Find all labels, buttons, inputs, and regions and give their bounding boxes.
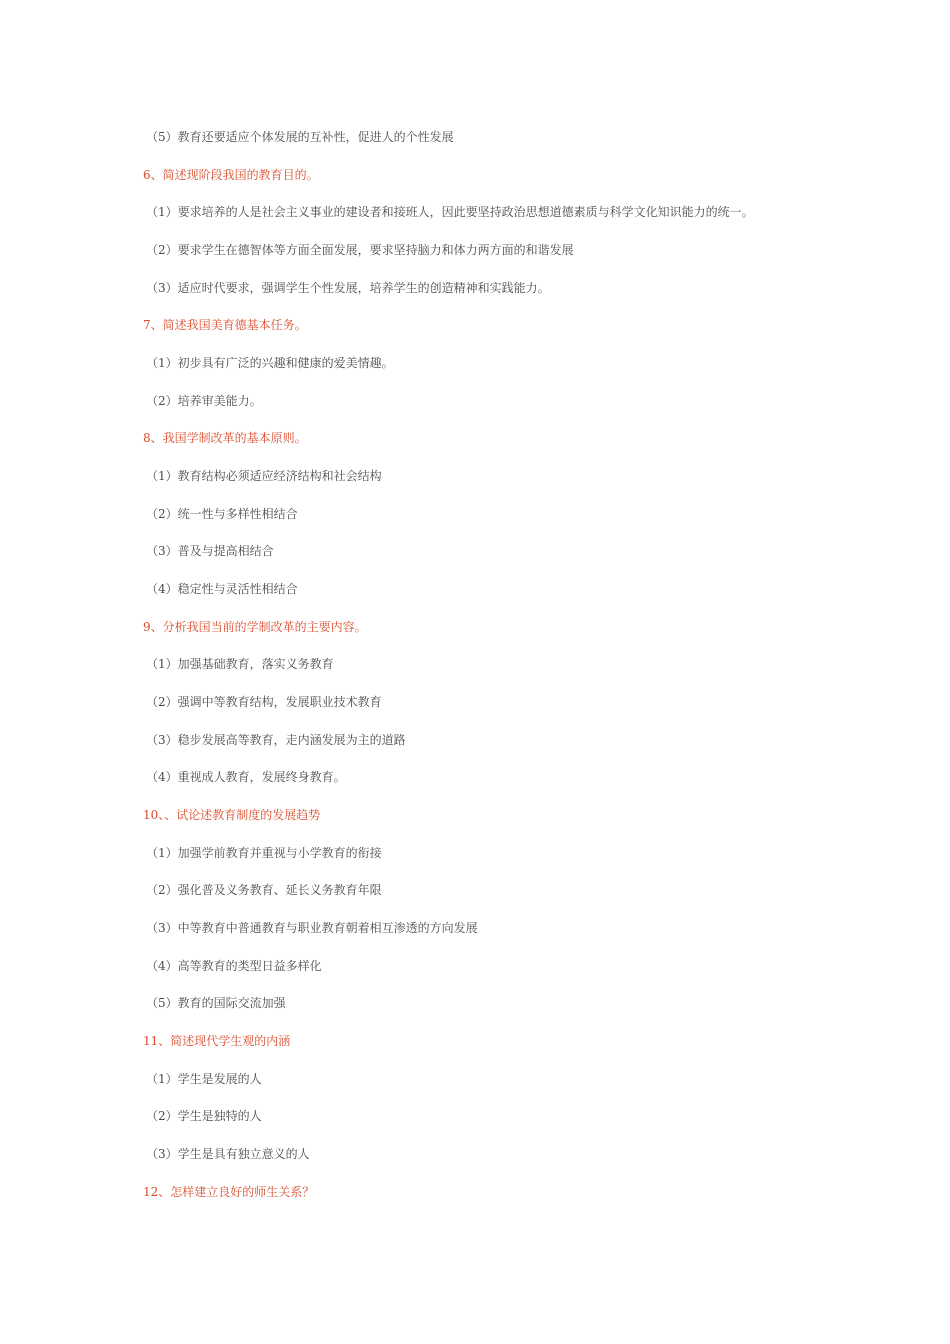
list-item: （4）稳定性与灵活性相结合 [146, 582, 298, 596]
list-item: （5）教育还要适应个体发展的互补性，促进人的个性发展 [146, 130, 454, 144]
list-item: （1）教育结构必须适应经济结构和社会结构 [146, 469, 382, 483]
list-item: （2）学生是独特的人 [146, 1109, 262, 1123]
list-item: （2）统一性与多样性相结合 [146, 507, 298, 521]
list-item: （2）培养审美能力。 [146, 394, 262, 408]
section-heading: 8、我国学制改革的基本原则。 [143, 431, 307, 445]
section-heading: 9、分析我国当前的学制改革的主要内容。 [143, 620, 367, 634]
list-item: （4）高等教育的类型日益多样化 [146, 959, 322, 973]
list-item: （2）强调中等教育结构，发展职业技术教育 [146, 695, 382, 709]
list-item: （5）教育的国际交流加强 [146, 996, 286, 1010]
list-item: （1）加强基础教育，落实义务教育 [146, 657, 334, 671]
section-heading: 12、怎样建立良好的师生关系？ [143, 1185, 315, 1199]
list-item: （3）适应时代要求，强调学生个性发展，培养学生的创造精神和实践能力。 [146, 281, 550, 295]
list-item: （1）初步具有广泛的兴趣和健康的爱美情趣。 [146, 356, 394, 370]
list-item: （4）重视成人教育，发展终身教育。 [146, 770, 346, 784]
list-item: （2）强化普及义务教育、延长义务教育年限 [146, 883, 382, 897]
section-heading: 7、简述我国美育德基本任务。 [143, 318, 307, 332]
list-item: （3）学生是具有独立意义的人 [146, 1147, 310, 1161]
list-item: （2）要求学生在德智体等方面全面发展，要求坚持脑力和体力两方面的和谐发展 [146, 243, 574, 257]
list-item: （3）中等教育中普通教育与职业教育朝着相互渗透的方向发展 [146, 921, 478, 935]
list-item: （3）普及与提高相结合 [146, 544, 274, 558]
list-item: （1）学生是发展的人 [146, 1072, 262, 1086]
list-item: （1）加强学前教育并重视与小学教育的衔接 [146, 846, 382, 860]
section-heading: 6、简述现阶段我国的教育目的。 [143, 168, 319, 182]
section-heading: 10、、试论述教育制度的发展趋势 [143, 808, 321, 822]
list-item: （3）稳步发展高等教育，走内涵发展为主的道路 [146, 733, 406, 747]
list-item: （1）要求培养的人是社会主义事业的建设者和接班人，因此要坚持政治思想道德素质与科学文化知识能力的统一。 [146, 205, 754, 219]
section-heading: 11、简述现代学生观的内涵 [143, 1034, 291, 1048]
